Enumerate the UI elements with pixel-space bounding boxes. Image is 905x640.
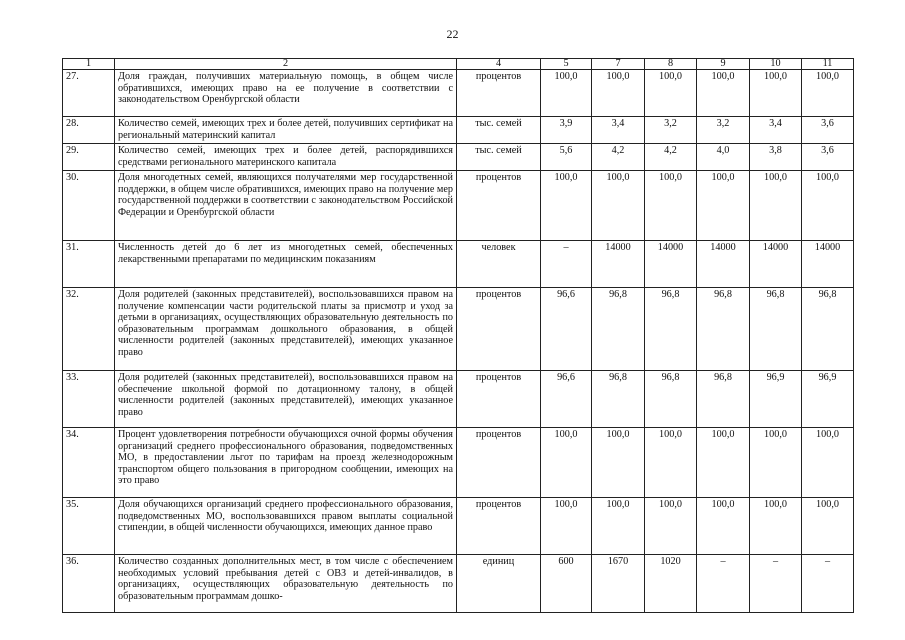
row-value: 3,2 — [697, 117, 750, 144]
row-value: 3,6 — [802, 117, 854, 144]
row-value: 96,8 — [697, 288, 750, 371]
table-row — [63, 144, 854, 171]
row-value: 100,0 — [697, 428, 750, 498]
row-value: 100,0 — [750, 428, 802, 498]
row-value: 96,8 — [750, 288, 802, 371]
table-header-row — [63, 59, 854, 70]
row-value: 96,8 — [592, 371, 645, 428]
table-row — [63, 288, 854, 371]
column-header: 4 — [457, 59, 541, 70]
row-value: 3,8 — [750, 144, 802, 171]
row-description: Количество семей, имеющих трех и более детей, получивших сертификат на региональный материнский капитал — [115, 117, 457, 144]
column-header: 8 — [645, 59, 697, 70]
row-value: 4,0 — [697, 144, 750, 171]
row-value: 100,0 — [802, 428, 854, 498]
row-description: Численность детей до 6 лет из многодетных семей, обеспеченных лекарственными препаратами по медицинским показаниям — [115, 241, 457, 288]
row-unit: тыс. семей — [457, 117, 541, 144]
row-description: Количество созданных дополнительных мест, в том числе с обеспечением необходимых условий пребывания детей с ОВЗ и детей-инвалидов, в организациях, осуществляющих образовательную деятельность по образовательным программам дошко- — [115, 555, 457, 613]
row-value: 96,8 — [802, 288, 854, 371]
row-value: 100,0 — [802, 498, 854, 555]
row-description: Количество семей, имеющих трех и более детей, распорядившихся средствами регионального материнского капитала — [115, 144, 457, 171]
table-row — [63, 117, 854, 144]
row-unit: единиц — [457, 555, 541, 613]
row-value: 100,0 — [592, 428, 645, 498]
row-value: 1670 — [592, 555, 645, 613]
row-value: 14000 — [750, 241, 802, 288]
row-value: 100,0 — [750, 70, 802, 117]
row-number: 30. — [63, 171, 115, 241]
row-value: 3,4 — [592, 117, 645, 144]
row-description: Доля граждан, получивших материальную помощь, в общем числе обратившихся, имеющих право на ее получение в соответствии с законодательством Оренбургской области — [115, 70, 457, 117]
row-value: 14000 — [697, 241, 750, 288]
row-value: 100,0 — [592, 70, 645, 117]
row-number: 36. — [63, 555, 115, 613]
row-value: 3,4 — [750, 117, 802, 144]
table-row — [63, 241, 854, 288]
row-value: 96,8 — [645, 288, 697, 371]
row-value: – — [750, 555, 802, 613]
row-value: 96,8 — [592, 288, 645, 371]
column-header: 5 — [541, 59, 592, 70]
row-unit: процентов — [457, 371, 541, 428]
row-unit: процентов — [457, 171, 541, 241]
row-number: 34. — [63, 428, 115, 498]
row-unit: процентов — [457, 70, 541, 117]
row-value: – — [541, 241, 592, 288]
row-value: 100,0 — [697, 70, 750, 117]
column-header: 11 — [802, 59, 854, 70]
table-row — [63, 171, 854, 241]
row-unit: процентов — [457, 498, 541, 555]
row-value: 100,0 — [541, 498, 592, 555]
table-row — [63, 498, 854, 555]
row-value: 100,0 — [541, 171, 592, 241]
row-unit: тыс. семей — [457, 144, 541, 171]
row-value: 3,9 — [541, 117, 592, 144]
row-value: 100,0 — [750, 498, 802, 555]
row-value: 14000 — [592, 241, 645, 288]
table-row — [63, 371, 854, 428]
row-value: 100,0 — [697, 498, 750, 555]
column-header: 7 — [592, 59, 645, 70]
row-value: 14000 — [645, 241, 697, 288]
row-value: 100,0 — [750, 171, 802, 241]
table-row — [63, 555, 854, 613]
row-value: 96,6 — [541, 288, 592, 371]
row-number: 31. — [63, 241, 115, 288]
row-value: – — [697, 555, 750, 613]
column-header: 2 — [115, 59, 457, 70]
row-value: 3,2 — [645, 117, 697, 144]
row-value: 600 — [541, 555, 592, 613]
table-row — [63, 70, 854, 117]
row-value: 100,0 — [592, 498, 645, 555]
row-value: 100,0 — [541, 428, 592, 498]
column-header: 1 — [63, 59, 115, 70]
row-number: 27. — [63, 70, 115, 117]
row-number: 32. — [63, 288, 115, 371]
row-description: Доля родителей (законных представителей), воспользовавшихся правом на обеспечение школьной формой по дотационному талону, в общей численности родителей (законных представителей), имеющих указанное право — [115, 371, 457, 428]
page-number: 22 — [446, 27, 459, 41]
column-header: 10 — [750, 59, 802, 70]
row-unit: процентов — [457, 288, 541, 371]
row-unit: человек — [457, 241, 541, 288]
indicators-table — [62, 58, 854, 613]
row-description: Доля родителей (законных представителей), воспользовавшихся правом на получение компенсации части родительской платы за присмотр и уход за детьми в организациях, осуществляющих образовательную деятельность по образовательным программам дошкольного образования, в общей численности родителей (законных представителей), имеющих указанное право — [115, 288, 457, 371]
row-value: 14000 — [802, 241, 854, 288]
row-value: – — [802, 555, 854, 613]
row-description: Доля многодетных семей, являющихся получателями мер государственной поддержки, в общем числе обратившихся, имеющих право на получение мер государственной поддержки в соответствии с законодательством Российской Федерации и Оренбургской области — [115, 171, 457, 241]
table-row — [63, 428, 854, 498]
row-value: 96,9 — [802, 371, 854, 428]
row-unit: процентов — [457, 428, 541, 498]
row-value: 100,0 — [802, 171, 854, 241]
row-value: 96,9 — [750, 371, 802, 428]
row-value: 100,0 — [802, 70, 854, 117]
row-description: Процент удовлетворения потребности обучающихся очной формы обучения организаций среднего профессионального образования, подведомственных МО, в предоставлении льгот по тарифам на проезд железнодорожным транспортом общего пользования в пригородном сообщении, имеющих на это право — [115, 428, 457, 498]
row-value: 100,0 — [645, 498, 697, 555]
row-value: 96,6 — [541, 371, 592, 428]
row-number: 29. — [63, 144, 115, 171]
row-value: 4,2 — [645, 144, 697, 171]
row-value: 5,6 — [541, 144, 592, 171]
row-value: 100,0 — [541, 70, 592, 117]
row-number: 35. — [63, 498, 115, 555]
row-value: 1020 — [645, 555, 697, 613]
row-value: 96,8 — [697, 371, 750, 428]
row-number: 33. — [63, 371, 115, 428]
row-description: Доля обучающихся организаций среднего профессионального образования, подведомственных МО, воспользовавшихся правом выплаты социальной стипендии, в общей численности обучающихся, имеющих данное право — [115, 498, 457, 555]
row-value: 100,0 — [645, 70, 697, 117]
row-value: 100,0 — [592, 171, 645, 241]
row-value: 100,0 — [645, 171, 697, 241]
row-value: 100,0 — [645, 428, 697, 498]
row-value: 3,6 — [802, 144, 854, 171]
row-value: 100,0 — [697, 171, 750, 241]
row-value: 4,2 — [592, 144, 645, 171]
row-number: 28. — [63, 117, 115, 144]
column-header: 9 — [697, 59, 750, 70]
row-value: 96,8 — [645, 371, 697, 428]
